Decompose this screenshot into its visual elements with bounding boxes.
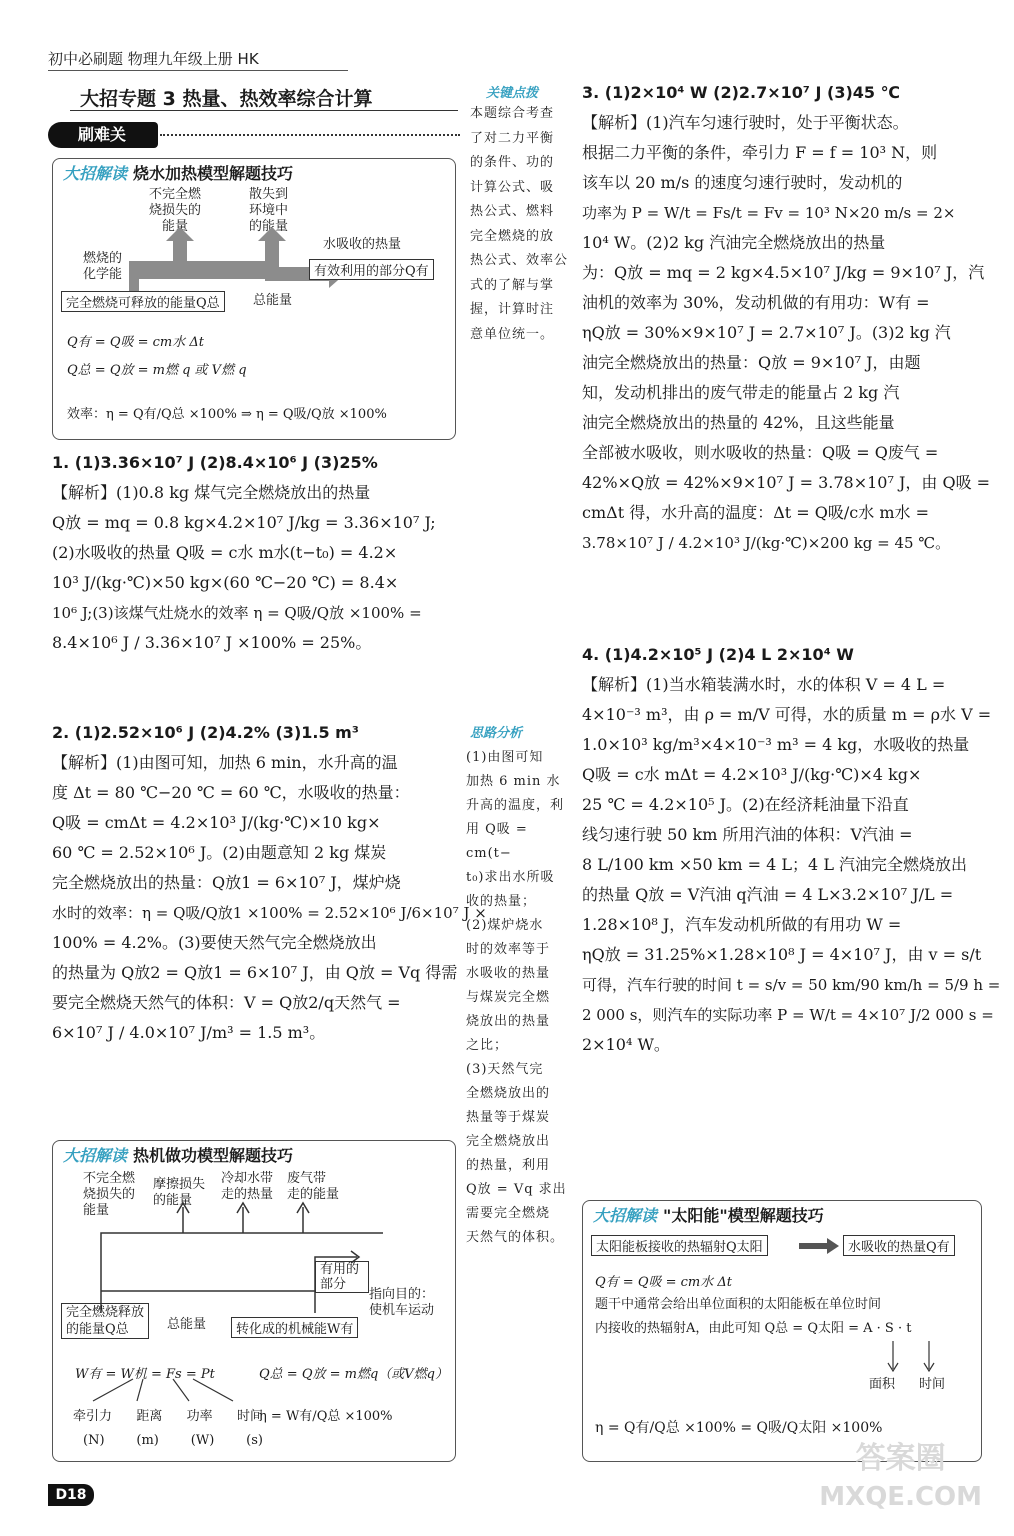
flow-arrow-main bbox=[129, 261, 279, 279]
q4-line: 25 ℃ = 4.2×10⁵ J。(2)在经济耗油量下沿直 bbox=[582, 795, 909, 814]
chemical-energy-label: 燃烧的 化学能 bbox=[83, 251, 123, 282]
engine-complete-combustion-box: 完全燃烧释放 的能量Q总 bbox=[61, 1303, 149, 1339]
water-heat-box: 水吸收的热量Q有 bbox=[843, 1235, 955, 1256]
header-divider bbox=[48, 70, 348, 71]
solar-text-1: 题干中通常会给出单位面积的太阳能板在单位时间 bbox=[595, 1297, 882, 1312]
question-1 bbox=[52, 448, 456, 658]
flow-arrow-up2 bbox=[265, 239, 279, 269]
flow-arrowhead-up2 bbox=[258, 227, 286, 241]
unit-names: 牵引力 距离 功率 时间 bbox=[73, 1409, 263, 1424]
q2-line: 6×10⁷ J / 4.0×10⁷ J/m³ = 1.5 m³。 bbox=[52, 1023, 326, 1042]
mechanical-energy-box: 转化成的机械能W有 bbox=[231, 1317, 358, 1338]
q2-line: 度 Δt = 80 ℃−20 ℃ = 60 ℃，水吸收的热量： bbox=[52, 783, 410, 802]
q4-line: 2×10⁴ W。 bbox=[582, 1035, 670, 1054]
key-points-note: 本题综合考查 了对二力平衡 的条件、功的 计算公式、吸 热公式、燃料 完全燃烧的放 热公式、效率公 式的了解与掌 握，计算时注 意单位统一。 bbox=[470, 106, 569, 342]
formula-total-heat: Q总 = Q放 = m燃 q 或 V燃 q bbox=[67, 363, 247, 378]
question-2 bbox=[52, 718, 487, 1048]
loss-environment-label: 散失到 环境中 的能量 bbox=[249, 187, 289, 234]
q1-line: 【解析】(1)0.8 kg 煤气完全燃烧放出的热量 bbox=[52, 483, 371, 502]
q3-line: 油完全燃烧放出的热量的 42%，且这些能量 bbox=[582, 413, 895, 432]
formula-work: W有 = W机 = Fs = Pt bbox=[75, 1367, 215, 1382]
q3-line: 功率为 P = W/t = Fs/t = Fv = 10³ N×20 m/s = 2× bbox=[582, 204, 956, 222]
formula-efficiency: 效率：η = Q有/Q总 ×100% ⇒ η = Q吸/Q放 ×100% bbox=[67, 407, 387, 422]
formula-engine-total: Q总 = Q放 = m燃q（或V燃q） bbox=[259, 1367, 448, 1382]
q3-line: 根据二力平衡的条件，牵引力 F = f = 10³ N，则 bbox=[582, 143, 938, 162]
tip-box-engine bbox=[52, 1140, 456, 1462]
useful-part-box: 有用的 部分 bbox=[315, 1261, 369, 1293]
flow-arrow-up1 bbox=[173, 239, 187, 269]
formula-engine-efficiency: η = W有/Q总 ×100% bbox=[259, 1409, 393, 1424]
tip-box-heating-title: 大招解读 烧水加热模型解题技巧 bbox=[63, 164, 294, 183]
q3-line: ηQ放 = 30%×9×10⁷ J = 2.7×10⁷ J。(3)2 kg 汽 bbox=[582, 323, 951, 342]
question-3 bbox=[582, 78, 991, 558]
solar-radiation-box: 太阳能板接收的热辐射Q太阳 bbox=[591, 1235, 768, 1256]
q1-line: Q放 = mq = 0.8 kg×4.2×10⁷ J/kg = 3.36×10⁷ J; bbox=[52, 513, 436, 532]
q4-line: 【解析】(1)当水箱装满水时，水的体积 V = 4 L = bbox=[582, 675, 946, 694]
loss-unburnt-label: 不完全燃 烧损失的 能量 bbox=[149, 187, 202, 234]
q3-line: 全部被水吸收，则水吸收的热量：Q吸 = Q废气 = bbox=[582, 443, 939, 462]
title-underline bbox=[70, 110, 458, 111]
badge-divider bbox=[160, 134, 460, 136]
q3-line: 知，发动机排出的废气带走的能量占 2 kg 汽 bbox=[582, 383, 900, 402]
q4-line: 1.28×10⁸ J，汽车发动机所做的有用功 W = bbox=[582, 915, 902, 934]
q2-line: Q吸 = cmΔt = 4.2×10³ J/(kg·℃)×10 kg× bbox=[52, 813, 381, 832]
formula-useful-heat: Q有 = Q吸 = cm水 Δt bbox=[67, 335, 204, 350]
engine-loss-cooling: 冷却水带 走的热量 bbox=[221, 1171, 274, 1202]
q4-line: 线匀速行驶 50 km 所用汽油的体积：V汽油 = bbox=[582, 825, 913, 844]
tip-box-engine-title: 大招解读 热机做功模型解题技巧 bbox=[63, 1146, 294, 1165]
question-4-answer: 4. (1)4.2×10⁵ J (2)4 L 2×10⁴ W bbox=[582, 645, 854, 664]
engine-loss-friction: 摩擦损失 的能量 bbox=[153, 1177, 206, 1208]
q4-line: 4×10⁻³ m³，由 ρ = m/V 可得，水的质量 m = ρ水 V = bbox=[582, 705, 992, 724]
tip-box-heating bbox=[52, 158, 456, 440]
area-time-arrows bbox=[863, 1339, 943, 1375]
q4-line: 可得，汽车行驶的时间 t = s/v = 50 km/90 km/h = 5/9 h = bbox=[582, 976, 1001, 994]
q2-line: 要完全燃烧天然气的体积：V = Q放2/q天然气 = bbox=[52, 993, 401, 1012]
flow-arrow-stem bbox=[129, 261, 139, 291]
q3-line: 10⁴ W。(2)2 kg 汽油完全燃烧放出的热量 bbox=[582, 233, 886, 252]
q2-line: 60 ℃ = 2.52×10⁶ J。(2)由题意知 2 kg 煤炭 bbox=[52, 843, 387, 862]
q2-line: 的热量为 Q放2 = Q放1 = 6×10⁷ J，由 Q放 = Vq 得需 bbox=[52, 963, 458, 982]
solar-efficiency-formula: η = Q有/Q总 ×100% = Q吸/Q太阳 ×100% bbox=[595, 1420, 883, 1436]
q3-line: 42%×Q放 = 42%×9×10⁷ J = 3.78×10⁷ J，由 Q吸 = bbox=[582, 473, 991, 492]
q3-line: 【解析】(1)汽车匀速行驶时，处于平衡状态。 bbox=[582, 113, 909, 132]
solar-arrow bbox=[799, 1243, 829, 1249]
q4-line: 2 000 s，则汽车的实际功率 P = W/t = 4×10⁷ J/2 000 s = bbox=[582, 1006, 994, 1024]
q2-line: 100% = 4.2%。(3)要使天然气完全燃烧放出 bbox=[52, 933, 377, 952]
engine-total-label: 总能量 bbox=[167, 1317, 207, 1332]
q4-line: ηQ放 = 31.25%×1.28×10⁸ J = 4×10⁷ J，由 v = s/t bbox=[582, 945, 982, 964]
page-number: D18 bbox=[48, 1484, 94, 1506]
useful-part-box: 有效利用的部分Q有 bbox=[309, 259, 434, 280]
q1-line: (2)水吸收的热量 Q吸 = c水 m水(t−t₀) = 4.2× bbox=[52, 543, 398, 562]
solar-arrowhead bbox=[827, 1238, 839, 1254]
book-header: 初中必刷题 物理九年级上册 HK bbox=[48, 50, 259, 68]
solar-text-2: 内接收的热辐射A，由此可知 Q总 = Q太阳 = A · S · t bbox=[595, 1321, 912, 1336]
time-label: 时间 bbox=[919, 1377, 946, 1392]
question-1-answer: 1. (1)3.36×10⁷ J (2)8.4×10⁶ J (3)25% bbox=[52, 453, 378, 472]
question-2-answer: 2. (1)2.52×10⁶ J (2)4.2% (3)1.5 m³ bbox=[52, 723, 359, 742]
unit-arrows bbox=[73, 1377, 253, 1405]
tip-box-solar bbox=[582, 1200, 982, 1462]
q2-line: 完全燃烧放出的热量：Q放1 = 6×10⁷ J，煤炉烧 bbox=[52, 873, 401, 892]
q4-line: 8 L/100 km ×50 km = 4 L；4 L 汽油完全燃烧放出 bbox=[582, 855, 968, 874]
page-title: 大招专题 3 热量、热效率综合计算 bbox=[80, 88, 373, 110]
q2-line: 【解析】(1)由图可知，加热 6 min，水升高的温 bbox=[52, 753, 398, 772]
purpose-label: 指向目的： 使机车运动 bbox=[369, 1287, 435, 1318]
q1-line: 8.4×10⁶ J / 3.36×10⁷ J ×100% = 25%。 bbox=[52, 633, 372, 652]
key-points-tag: 关键点拨 bbox=[486, 86, 539, 101]
q3-line: 该车以 20 m/s 的速度匀速行驶时，发动机的 bbox=[582, 173, 903, 192]
unit-symbols: (N) (m) (W) (s) bbox=[83, 1433, 263, 1448]
analysis-note: (1)由图可知 加热 6 min 水 升高的温度，利 用 Q吸 = cm(t− t₀)求出水所吸 收的热量； (2)煤炉烧水 时的效率等于 水吸收的热量 与煤炭完全燃 烧放出的热量 之比； (3)天然气完 全燃烧放出的 热量等于煤炭 完全燃烧放出 的热量，利用 Q放 = Vq 求出 需要完全燃烧 天然气的体积。 bbox=[466, 750, 567, 1245]
q4-line: 的热量 Q放 = V汽油 q汽油 = 4 L×3.2×10⁷ J/L = bbox=[582, 885, 954, 904]
tip-box-solar-title: 大招解读 "太阳能"模型解题技巧 bbox=[593, 1206, 824, 1225]
watermark: 答案圈 MXQE.COM bbox=[819, 1441, 982, 1512]
q3-line: 为：Q放 = mq = 2 kg×4.5×10⁷ J/kg = 9×10⁷ J，汽 bbox=[582, 263, 985, 282]
q3-line: 油机的效率为 30%，发动机做的有用功：W有 = bbox=[582, 293, 930, 312]
q1-line: 10³ J/(kg·℃)×50 kg×(60 ℃−20 ℃) = 8.4× bbox=[52, 573, 399, 592]
q4-line: 1.0×10³ kg/m³×4×10⁻³ m³ = 4 kg，水吸收的热量 bbox=[582, 735, 970, 754]
engine-loss-exhaust: 废气带 走的能量 bbox=[287, 1171, 340, 1202]
complete-combustion-box: 完全燃烧可释放的能量Q总 bbox=[61, 291, 225, 312]
q3-line: 3.78×10⁷ J / 4.2×10³ J/(kg·℃)×200 kg = 45 ℃。 bbox=[582, 534, 951, 552]
water-heat-label: 水吸收的热量 bbox=[323, 237, 402, 252]
section-badge: 刷难关 bbox=[48, 122, 158, 148]
q1-line: 10⁶ J;(3)该煤气灶烧水的效率 η = Q吸/Q放 ×100% = bbox=[52, 604, 422, 622]
q3-line: cmΔt 得，水升高的温度：Δt = Q吸/c水 m水 = bbox=[582, 503, 929, 522]
analysis-tag: 思路分析 bbox=[470, 726, 523, 741]
q3-line: 油完全燃烧放出的热量：Q放 = 9×10⁷ J，由题 bbox=[582, 353, 921, 372]
question-4 bbox=[582, 640, 1001, 1060]
engine-loss-unburnt: 不完全燃 烧损失的 能量 bbox=[83, 1171, 136, 1218]
area-label: 面积 bbox=[869, 1377, 896, 1392]
q2-line: 水时的效率：η = Q吸/Q放1 ×100% = 2.52×10⁶ J/6×10⁷ J × bbox=[52, 904, 487, 922]
question-3-answer: 3. (1)2×10⁴ W (2)2.7×10⁷ J (3)45 ℃ bbox=[582, 83, 900, 102]
flow-arrowhead-up1 bbox=[166, 227, 194, 241]
solar-formula-useful: Q有 = Q吸 = cm水 Δt bbox=[595, 1275, 732, 1290]
total-energy-label: 总能量 bbox=[253, 293, 293, 308]
q4-line: Q吸 = c水 mΔt = 4.2×10³ J/(kg·℃)×4 kg× bbox=[582, 765, 922, 784]
